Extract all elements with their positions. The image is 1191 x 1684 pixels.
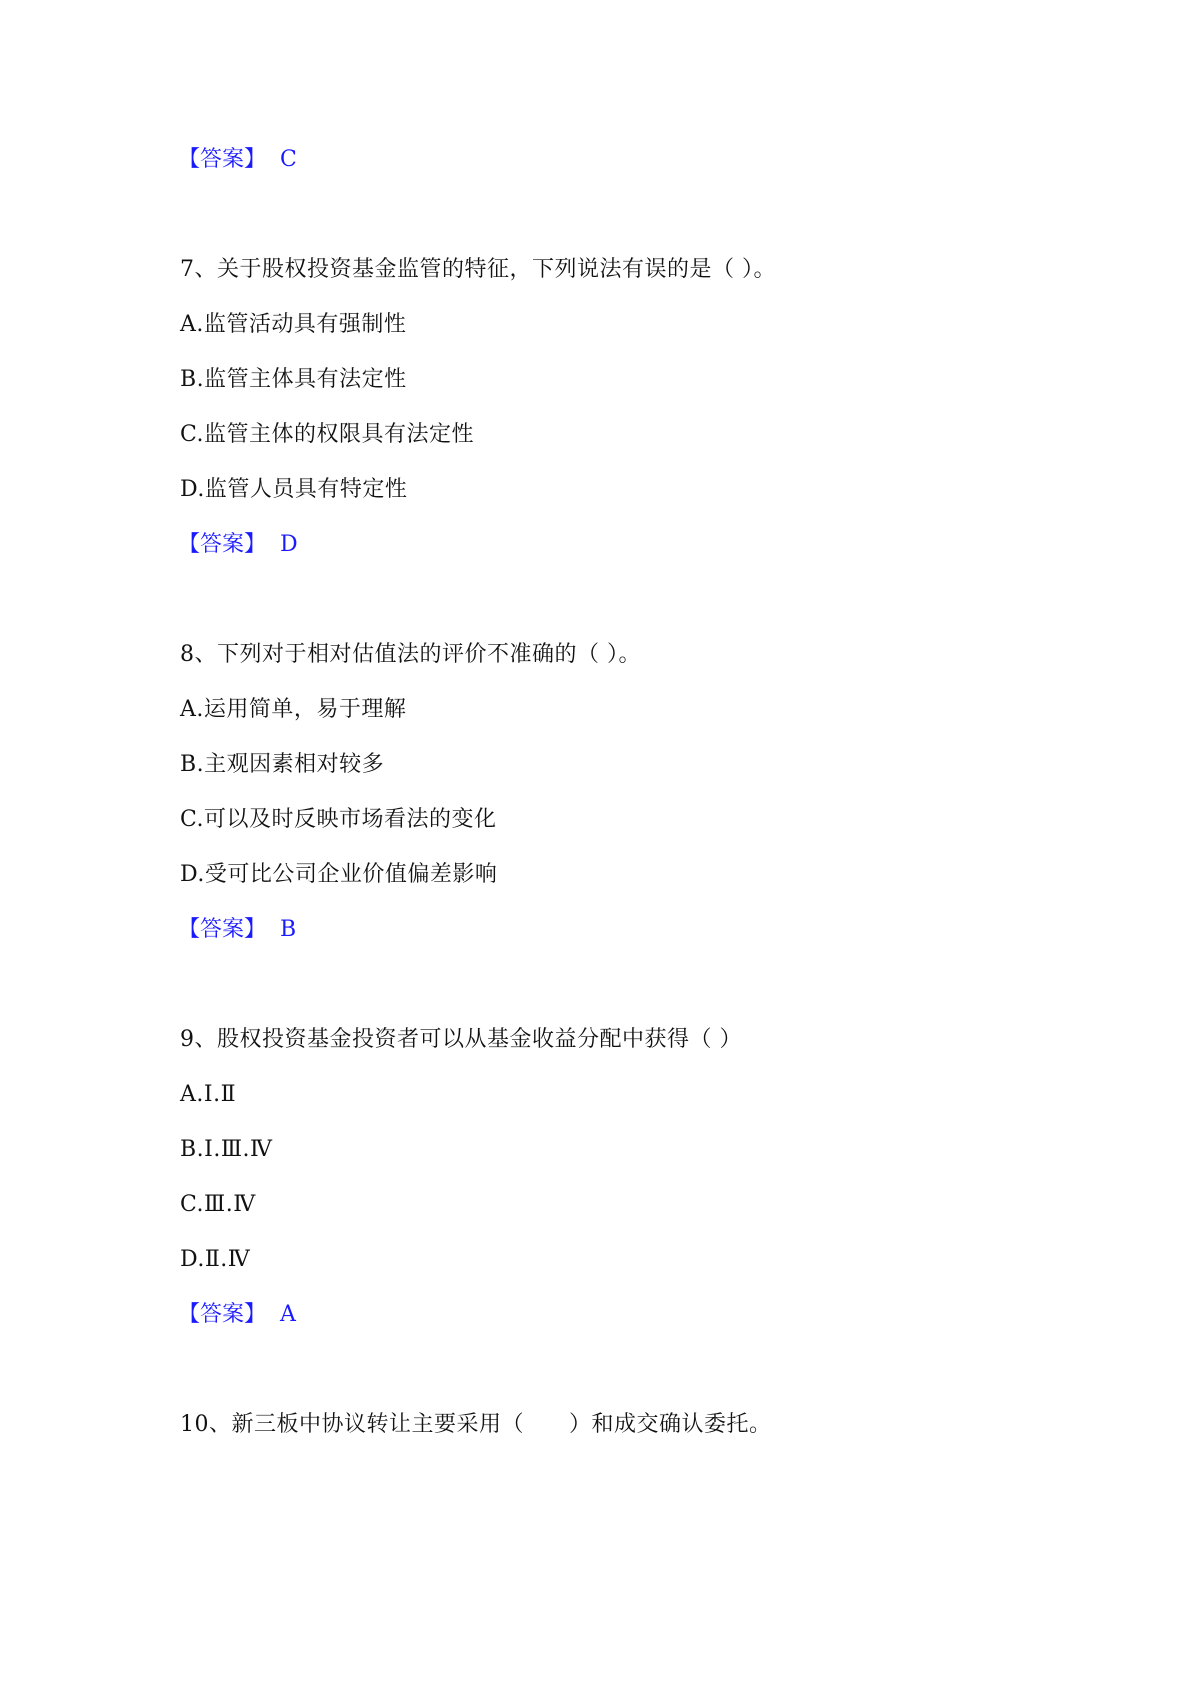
option-a: A.运用简单，易于理解 <box>180 697 407 722</box>
option-a: A.Ⅰ.Ⅱ <box>180 1082 237 1107</box>
option-b: B.主观因素相对较多 <box>180 752 385 777</box>
option-c: C.Ⅲ.Ⅳ <box>180 1192 256 1217</box>
question-9: 9、股权投资基金投资者可以从基金收益分配中获得（ ） <box>180 1027 742 1052</box>
option-a: A.监管活动具有强制性 <box>180 312 407 337</box>
question-7: 7、关于股权投资基金监管的特征，下列说法有误的是（ ）。 <box>180 257 776 282</box>
option-d: D.受可比公司企业价值偏差影响 <box>180 862 498 887</box>
option-d: D.Ⅱ.Ⅳ <box>180 1247 251 1272</box>
answer-line <box>178 1301 296 1329</box>
answer-tag: 【答案】 <box>178 917 267 942</box>
answer-value: A <box>280 1302 296 1327</box>
question-10: 10、新三板中协议转让主要采用（ ）和成交确认委托。 <box>180 1412 772 1437</box>
question-8: 8、下列对于相对估值法的评价不准确的（ ）。 <box>180 642 641 667</box>
answer-tag: 【答案】 <box>178 147 267 172</box>
option-c: C.监管主体的权限具有法定性 <box>180 422 475 447</box>
answer-line <box>178 916 296 944</box>
answer-value: C <box>280 147 297 172</box>
answer-value: D <box>280 532 298 557</box>
answer-line <box>178 531 298 559</box>
answer-tag: 【答案】 <box>178 1302 267 1327</box>
option-d: D.监管人员具有特定性 <box>180 477 408 502</box>
answer-value: B <box>280 917 297 942</box>
option-b: B.Ⅰ.Ⅲ.Ⅳ <box>180 1137 273 1162</box>
option-b: B.监管主体具有法定性 <box>180 367 407 392</box>
answer-tag: 【答案】 <box>178 532 267 557</box>
option-c: C.可以及时反映市场看法的变化 <box>180 807 497 832</box>
answer-line <box>178 146 297 174</box>
